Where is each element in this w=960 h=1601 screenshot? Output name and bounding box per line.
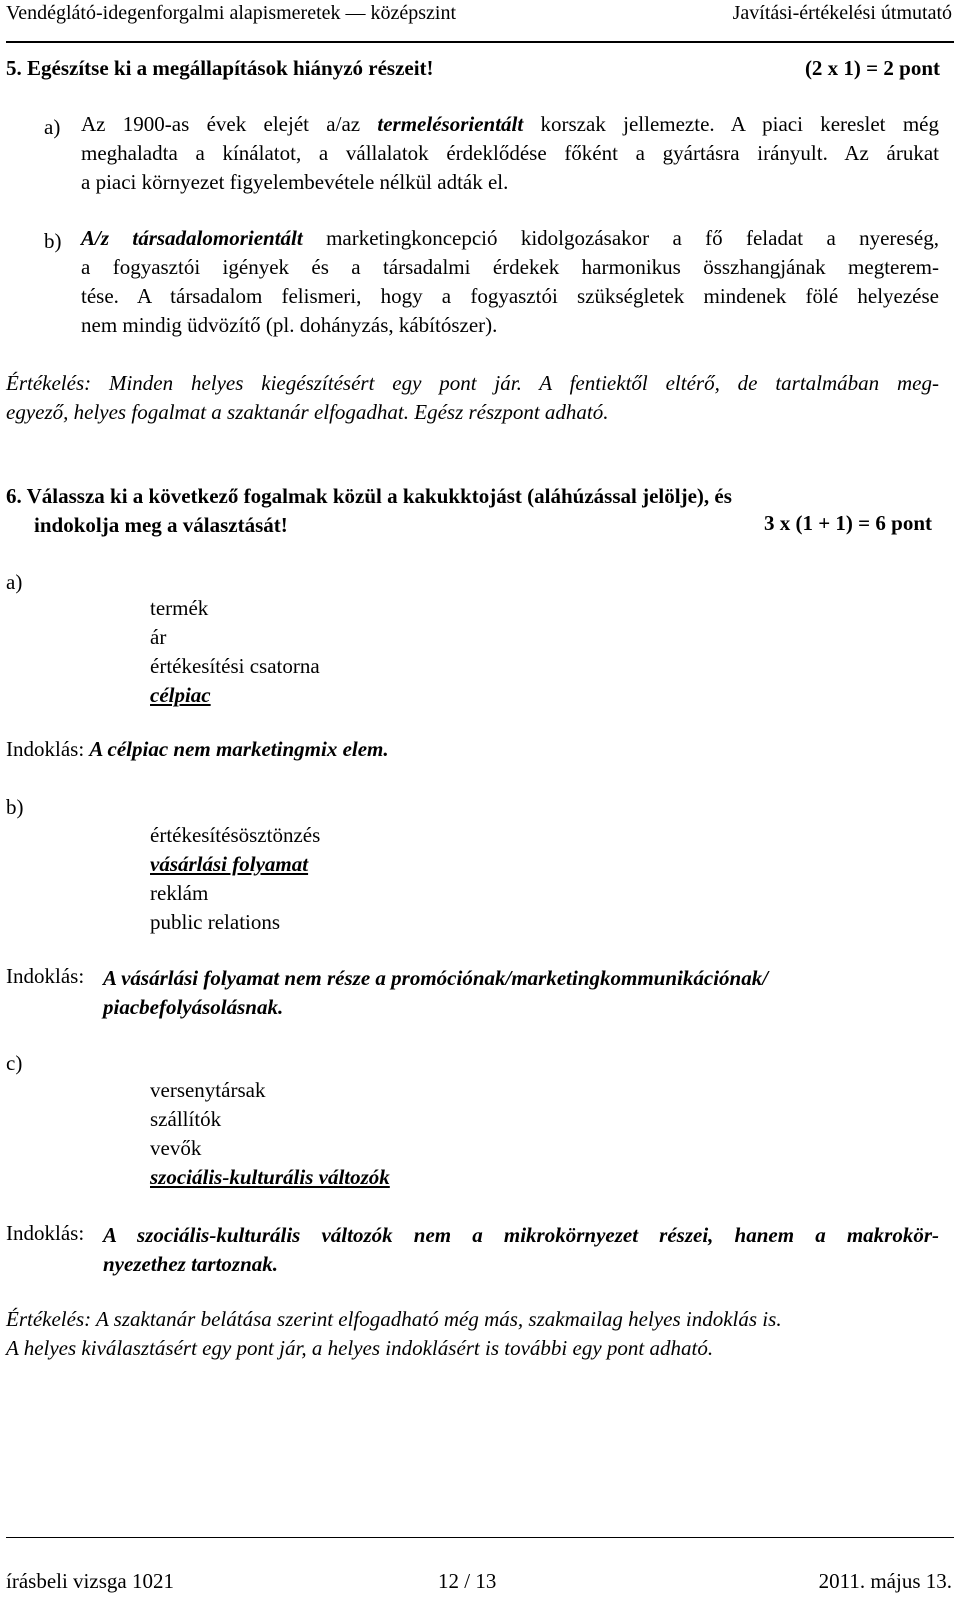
q6-c-list	[150, 1076, 390, 1192]
q6-c-item-4-underlined: szociális-kulturális változók	[150, 1165, 390, 1189]
q5-a-l1-pre: Az 1900-as évek elejét a/az	[81, 112, 378, 136]
q6-title-l1: 6. Válassza ki a következő fogalmak közül a kakukktojást (aláhúzással jelölje), és	[6, 484, 732, 508]
q6-eval	[6, 1305, 782, 1363]
q6-a-reason-label: Indoklás:	[6, 737, 85, 761]
footer-left: írásbeli vizsga 1021	[6, 1569, 174, 1593]
header-left: Vendéglátó-idegenforgalmi alapismeretek — középszint	[6, 2, 457, 24]
q5-a-text	[81, 110, 939, 197]
q5-b-text	[81, 224, 939, 340]
q5-a-label: a)	[44, 115, 61, 139]
q5-b-term: társadalomorientált	[132, 226, 303, 250]
q6-a-item-4-underlined: célpiac	[150, 683, 211, 707]
q5-eval-l1: Értékelés: Minden helyes kiegészítésért egy pont jár. A fentiektől eltérő, de tartalmában meg-	[6, 371, 939, 395]
footer-date: 2011. május 13.	[818, 1569, 952, 1593]
q6-a-list	[150, 594, 320, 710]
q5-a-l1-post: korszak jellemezte. A piaci kereslet még	[523, 112, 939, 136]
q6-a-item-1: termék	[150, 596, 209, 620]
q6-b-reason-l1: A vásárlási folyamat nem része a promóciónak/marketingkommunikációnak/	[103, 966, 769, 990]
q5-eval-l2: egyező, helyes fogalmat a szaktanár elfogadhat. Egész részpont adható.	[6, 400, 609, 424]
footer-rule	[6, 1537, 954, 1538]
q5-points: (2 x 1) = 2 pont	[804, 56, 940, 80]
q5-b-pre: A/z	[81, 226, 133, 250]
q5-eval	[6, 369, 939, 427]
q6-a-reason	[6, 737, 389, 762]
q5-b-l2: a fogyasztói igények és a társadalmi érdekek harmonikus összhangjának megterem-	[81, 255, 939, 279]
q5-b-label: b)	[44, 229, 62, 253]
q5-title: 5. Egészítse ki a megállapítások hiányzó részeit!	[6, 56, 434, 80]
q6-b-reason-l2: piacbefolyásolásnak.	[103, 995, 284, 1019]
q6-title-l2: indokolja meg a választását!	[34, 513, 288, 537]
q6-b-reason	[103, 964, 768, 1022]
q6-c-reason-l2: nyezethez tartoznak.	[103, 1252, 279, 1276]
q6-c-item-2: szállítók	[150, 1107, 222, 1131]
q6-c-label: c)	[6, 1051, 23, 1075]
header-right: Javítási-értékelési útmutató	[732, 2, 952, 24]
q6-c-reason-label: Indoklás:	[6, 1221, 85, 1245]
q6-b-label: b)	[6, 795, 24, 819]
q6-b-list	[150, 821, 320, 937]
q6-a-item-2: ár	[150, 625, 167, 649]
q6-points: 3 x (1 + 1) = 6 pont	[763, 511, 932, 535]
q5-a-l2: meghaladta a kínálatot, a vállalatok érdeklődése főként a gyártásra irányult. Az árukat	[81, 141, 939, 165]
q6-b-item-3: reklám	[150, 881, 209, 905]
q6-c-item-3: vevők	[150, 1136, 202, 1160]
q6-eval-l2: A helyes kiválasztásért egy pont jár, a helyes indoklásért is további egy pont adható.	[6, 1336, 714, 1360]
q5-b-l3: tése. A társadalom felismeri, hogy a fogyasztói szükségletek mindenek fölé helyezése	[81, 284, 939, 308]
header-rule	[6, 41, 954, 43]
q6-c-reason-l1: A szociális-kulturális változók nem a mikrokörnyezet részei, hanem a makrokör-	[103, 1223, 939, 1247]
q6-a-label: a)	[6, 570, 23, 594]
q5-a-l3: a piaci környezet figyelembevétele nélkül adták el.	[81, 170, 509, 194]
q6-b-item-4: public relations	[150, 910, 281, 934]
q6-c-item-1: versenytársak	[150, 1078, 266, 1102]
q6-b-reason-label: Indoklás:	[6, 964, 85, 988]
q5-b-l4: nem mindig üdvözítő (pl. dohányzás, kábítószer).	[81, 313, 498, 337]
q5-b-l1-post: marketingkoncepció kidolgozásakor a fő feladat a nyereség,	[302, 226, 939, 250]
q6-b-item-1: értékesítésösztönzés	[150, 823, 321, 847]
q6-eval-l1: Értékelés: A szaktanár belátása szerint elfogadható még más, szakmailag helyes indoklás is.	[6, 1307, 782, 1331]
q6-c-reason	[103, 1221, 939, 1279]
footer-page-number: 12 / 13	[438, 1569, 497, 1593]
q6-b-item-2-underlined: vásárlási folyamat	[150, 852, 309, 876]
q5-a-term: termelésorientált	[377, 112, 524, 136]
q6-a-reason-text: A célpiac nem marketingmix elem.	[89, 737, 389, 761]
q6-a-item-3: értékesítési csatorna	[150, 654, 320, 678]
